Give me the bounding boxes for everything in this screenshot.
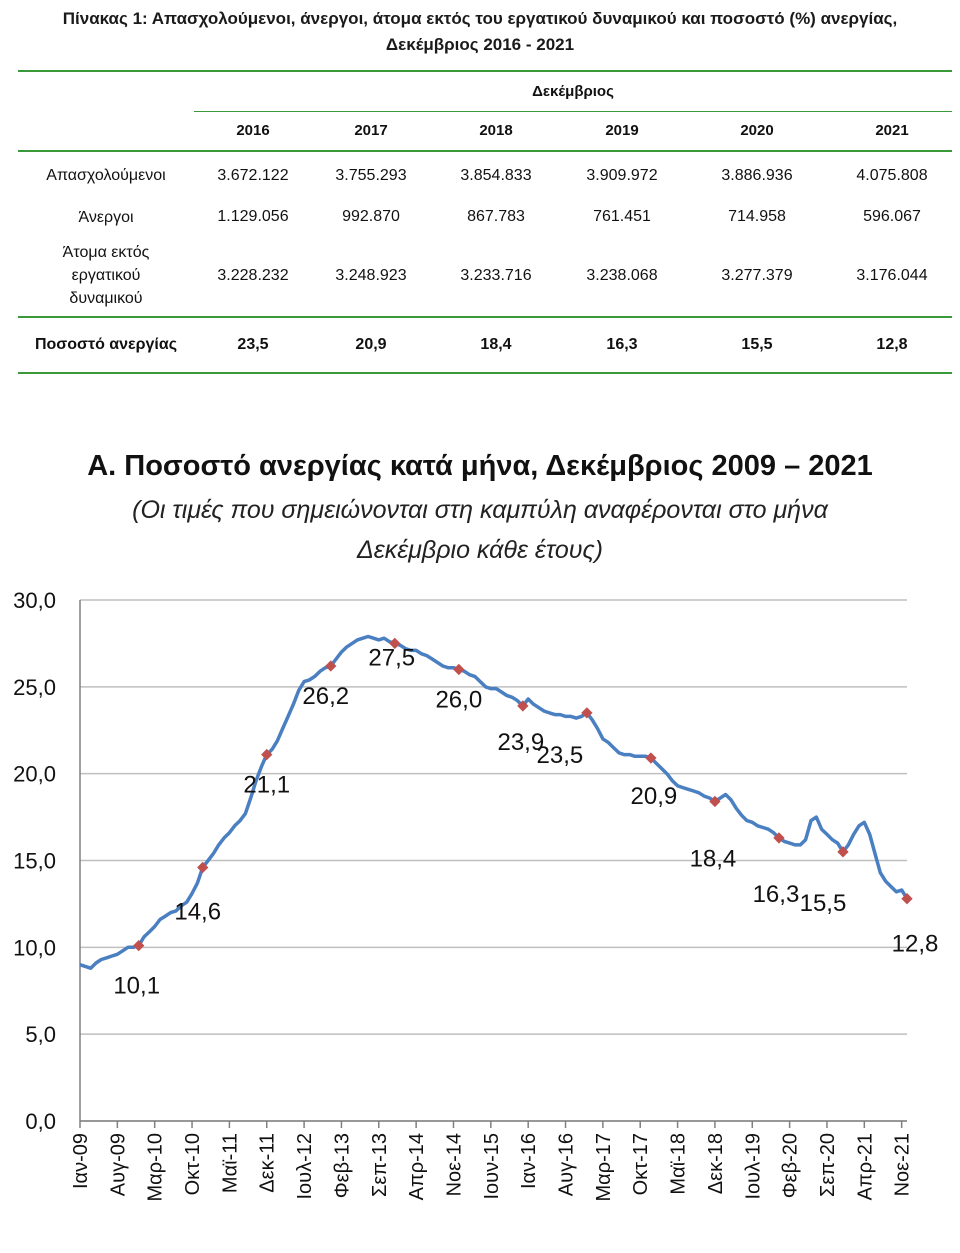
x-tick-label: Ιαν-16 <box>518 1133 541 1190</box>
x-tick-label: Απρ-21 <box>854 1133 877 1201</box>
table-cell: 4.075.808 <box>856 166 928 184</box>
table-cell: 3.248.923 <box>312 235 430 317</box>
year-header: 2019 <box>562 111 682 151</box>
table-cell: 3.176.044 <box>832 235 952 317</box>
table-row <box>18 235 952 317</box>
data-label: 10,1 <box>113 972 161 1000</box>
x-tick-label: Οκτ-17 <box>630 1133 653 1196</box>
x-tick-label: Μαϊ-11 <box>219 1133 242 1194</box>
table-cell: 15,5 <box>682 317 832 373</box>
statistics-table <box>18 70 952 374</box>
chart-subtitle-line2: Δεκέμβριο κάθε έτους) <box>356 536 603 564</box>
table-cell: 867.783 <box>467 208 525 225</box>
data-label: 27,5 <box>368 644 416 672</box>
table-row-rate <box>18 317 952 373</box>
line-chart <box>0 580 960 1253</box>
table-cell: 20,9 <box>312 317 430 373</box>
x-tick-label: Νοε-21 <box>891 1133 914 1197</box>
year-header: 2020 <box>682 111 832 151</box>
y-tick-label: 15,0 <box>13 848 56 874</box>
table-cell: 3.277.379 <box>682 235 832 317</box>
data-label: 12,8 <box>891 930 939 958</box>
x-tick-label: Ιουλ-12 <box>294 1133 317 1200</box>
x-tick-label: Οκτ-10 <box>182 1133 205 1196</box>
x-tick-label: Αυγ-16 <box>555 1133 578 1197</box>
x-tick-label: Αυγ-09 <box>107 1133 130 1197</box>
year-header: 2017 <box>312 111 430 151</box>
y-tick-label: 20,0 <box>13 761 56 787</box>
table-cell: 596.067 <box>863 208 921 225</box>
x-tick-label: Δεκ-11 <box>256 1133 279 1193</box>
x-tick-label: Μαρ-17 <box>592 1133 615 1202</box>
row-label: Απασχολούμενοι <box>46 167 166 184</box>
chart-title: Α. Ποσοστό ανεργίας κατά μήνα, Δεκέμβριος 2009 – 2021 <box>87 450 873 482</box>
data-label: 15,5 <box>799 889 847 917</box>
table-caption-line1: Πίνακας 1: Απασχολούμενοι, άνεργοι, άτομα εκτός του εργατικού δυναμικού και ποσοστό (%) ανεργίας, <box>62 9 898 28</box>
row-label <box>18 235 194 317</box>
table-cell: 3.233.716 <box>430 235 562 317</box>
table-cell: 12,8 <box>832 317 952 373</box>
table-caption <box>0 6 960 58</box>
x-tick-label: Σεπ-20 <box>816 1133 839 1197</box>
table-caption-line2: Δεκέμβριος 2016 - 2021 <box>385 35 575 54</box>
chart-subtitle <box>0 490 960 570</box>
table-cell: 3.238.068 <box>562 235 682 317</box>
table-cell: 761.451 <box>593 208 651 225</box>
data-label: 26,0 <box>435 686 483 714</box>
year-header: 2016 <box>194 111 312 151</box>
table-cell: 3.854.833 <box>460 166 532 184</box>
data-label: 18,4 <box>689 845 737 873</box>
x-tick-label: Σεπ-13 <box>368 1133 391 1197</box>
x-tick-label: Φεβ-13 <box>331 1133 354 1199</box>
x-tick-label: Δεκ-18 <box>704 1133 727 1195</box>
y-tick-label: 25,0 <box>13 674 56 700</box>
y-tick-label: 5,0 <box>25 1022 56 1048</box>
row-label: Ποσοστό ανεργίας <box>18 317 194 373</box>
data-label: 14,6 <box>174 898 222 926</box>
data-label: 26,2 <box>302 682 350 710</box>
x-tick-label: Φεβ-20 <box>779 1133 802 1199</box>
table-cell: 714.958 <box>728 208 786 225</box>
table-row <box>18 199 952 235</box>
table-cell: 3.886.936 <box>721 166 793 184</box>
table-cell: 1.129.056 <box>217 208 289 225</box>
table-cell: 18,4 <box>430 317 562 373</box>
year-header: 2018 <box>430 111 562 151</box>
x-tick-label: Μαρ-10 <box>144 1133 167 1202</box>
table-cell: 3.672.122 <box>217 166 289 184</box>
table-cell: 3.228.232 <box>194 235 312 317</box>
chart-subtitle-line1: (Οι τιμές που σημειώνονται στη καμπύλη αναφέρονται στο μήνα <box>132 496 828 524</box>
y-tick-label: 10,0 <box>13 935 56 961</box>
row-label: Άνεργοι <box>78 208 134 226</box>
data-label: 16,3 <box>752 880 800 908</box>
group-header: Δεκέμβριος <box>194 71 952 111</box>
row-label-line: δυναμικού <box>69 290 143 307</box>
row-label-line: εργατικού <box>71 267 141 284</box>
year-header: 2021 <box>832 111 952 151</box>
x-tick-label: Νοε-14 <box>443 1133 466 1197</box>
data-label: 21,1 <box>243 771 291 799</box>
y-tick-label: 30,0 <box>13 588 56 613</box>
table-cell: 23,5 <box>194 317 312 373</box>
data-label: 23,5 <box>536 741 584 769</box>
row-label-line: Άτομα εκτός <box>62 244 150 261</box>
x-tick-label: Ιουλ-19 <box>742 1133 765 1200</box>
x-tick-label: Μαϊ-18 <box>667 1133 690 1195</box>
table-cell: 16,3 <box>562 317 682 373</box>
x-tick-label: Απρ-14 <box>406 1133 429 1201</box>
y-tick-label: 0,0 <box>25 1109 56 1134</box>
data-label: 20,9 <box>630 783 678 811</box>
table-row <box>18 151 952 199</box>
x-tick-label: Ιαν-09 <box>70 1133 92 1190</box>
x-tick-label: Ιουν-15 <box>480 1133 503 1200</box>
data-point-marker <box>453 664 464 675</box>
table-cell: 992.870 <box>342 208 400 225</box>
data-label: 23,9 <box>497 728 545 756</box>
table-cell: 3.755.293 <box>335 166 407 184</box>
table-cell: 3.909.972 <box>586 166 658 184</box>
